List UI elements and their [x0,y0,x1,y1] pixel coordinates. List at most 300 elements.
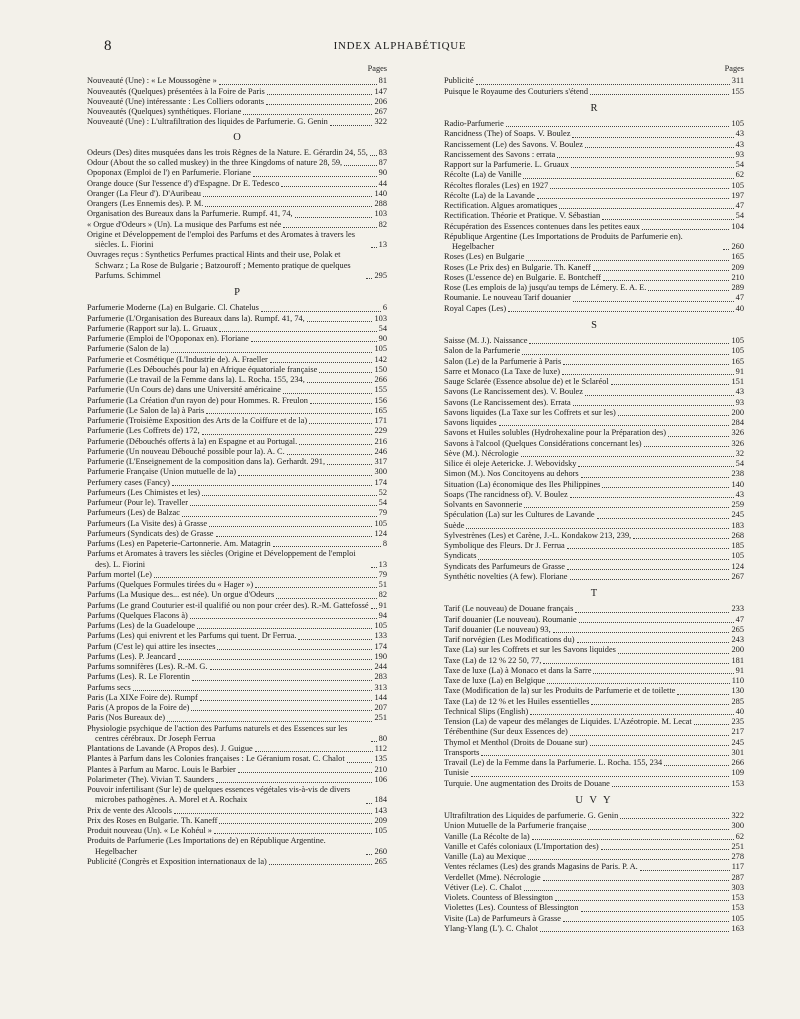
dot-leader [578,466,733,467]
index-entry [444,480,744,490]
entry-title: Tarif douanier (Le nouveau). Roumanie [444,614,577,624]
dot-leader [668,436,729,437]
entry-title: Taxe (La) de 12 % et les Huiles essentielles [444,696,590,706]
entry-title: Rancissement (Le) des Savons. V. Boulez [444,139,583,149]
index-entry [87,158,387,168]
dot-leader [310,403,373,404]
dot-leader [559,208,733,209]
entry-page-number: 87 [378,158,387,167]
index-entry [444,779,744,789]
entry-page-number: 267 [731,571,744,581]
dot-leader [366,278,372,279]
index-entry [444,604,744,614]
index-entry [444,873,744,883]
entry-page-number: 104 [731,221,744,231]
entry-title: Paris (Nos Bureaux de) [87,713,166,723]
dot-leader [581,477,730,478]
entry-page-number: 267 [374,107,387,116]
entry-page-number: 112 [374,744,387,753]
entry-page-number: 265 [731,624,744,634]
entry-page-number: 155 [731,86,744,96]
entry-page-number: 210 [731,272,744,282]
dot-leader [287,454,373,455]
entry-title: Radio-Parfumerie [444,119,504,128]
entry-page-number: 105 [731,180,744,190]
entry-page-number: 163 [731,923,744,933]
index-entry [444,140,744,150]
entry-page-number: 181 [731,655,744,665]
dot-leader [581,911,730,912]
dot-leader [508,311,734,312]
entry-title: Situation (La) économique des Iles Philippines [444,479,601,489]
entry-title: Origine et Développement de l'emploi des Parfums et des Aromates à travers les siècles. L. Fiorini [87,229,355,249]
dot-leader [283,227,376,228]
index-entry [87,365,387,375]
dot-leader [476,84,730,85]
index-entry [87,775,387,785]
entry-page-number: 311 [731,76,744,86]
entry-page-number: 105 [731,346,744,356]
entry-page-number: 295 [374,270,387,280]
index-entry [444,842,744,852]
index-entry [87,467,387,477]
entry-page-number: 105 [374,621,387,630]
entry-page-number: 93 [735,149,744,159]
index-entry [87,488,387,498]
entry-title: Parfumerie (L'Organisation des Bureaux dans la). Rumpf. 41, 74, [87,313,305,323]
entry-page-number: 300 [374,467,387,477]
index-entry [444,727,744,737]
dot-leader [563,364,729,365]
index-entry [444,181,744,191]
entry-page-number: 105 [374,826,387,835]
entry-title: Synthétic novelties (A few). Floriane [444,571,568,581]
pages-label: Pages [367,64,387,73]
entry-title: Plantes à Parfum au Maroc. Louis le Barbier [87,764,236,774]
entry-page-number: 265 [374,856,387,866]
index-entry [87,570,387,580]
entry-title: Violettes (Les). Countess of Blessington [444,903,579,913]
dot-leader [154,577,377,578]
entry-page-number: 289 [731,283,744,292]
entry-page-number: 300 [731,821,744,831]
entry-title: Parfumerie (La Création d'un rayon de) pour Hommes. R. Freulon [87,395,308,405]
entry-title: Parfumerie (Salon de la) [87,344,169,354]
index-entry [444,645,744,655]
index-entry [87,652,387,662]
entry-title: « Orgue d'Odeurs » (Un). La musique des Parfums est née [87,219,282,229]
dot-leader [562,374,734,375]
entry-title: Parfumeur (Pour le). Traveller [87,498,189,507]
dot-leader [588,829,729,830]
entry-title: Parfums et Aromates à travers les siècles (Origine et Développement de l'emploi des). L. Fiorini [87,549,356,569]
entry-page-number: 317 [374,457,387,466]
dot-leader [190,618,377,619]
index-entry [87,385,387,395]
entry-title: Verdellet (Mme). Nécrologie [444,872,541,882]
dot-leader [597,518,730,519]
entry-page-number: 288 [374,199,387,208]
dot-leader [640,870,730,871]
entry-page-number: 43 [735,139,744,149]
entry-page-number: 6 [382,303,387,313]
entry-page-number: 155 [374,385,387,395]
dot-leader [570,735,730,736]
entry-title: Paris (A propos de la Foire de) [87,703,190,712]
entry-page-number: 283 [374,672,387,682]
left-column [87,64,387,867]
entry-title: Parfums (Les) de la Guadeloupe [87,621,195,630]
index-entry [87,179,387,189]
entry-page-number: 174 [374,641,387,651]
entry-title: Salon (Le) de la Parfumerie à Paris [444,356,562,366]
entry-page-number: 79 [378,569,387,579]
entry-page-number: 105 [731,336,744,345]
dot-leader [202,495,377,496]
index-entry [87,539,387,549]
entry-title: Sarre et Monaco (La Taxe de luxe) [444,366,561,376]
dot-leader [526,260,729,261]
entry-page-number: 322 [731,811,744,820]
entry-title: Sève (M.). Nécrologie [444,448,519,458]
entry-page-number: 143 [374,805,387,815]
dot-leader [523,178,733,179]
entry-page-number: 140 [374,188,387,198]
entry-page-number: 165 [731,356,744,366]
index-entry [444,439,744,449]
entry-page-number: 105 [731,551,744,561]
entry-title: Produits de Parfumerie (Les Importations de) en République Argentine. Hegelbacher [87,836,326,856]
entry-page-number: 105 [374,518,387,528]
entry-page-number: 150 [374,364,387,374]
index-entry [87,744,387,754]
dot-leader [577,642,730,643]
entry-page-number: 174 [374,477,387,487]
entry-page-number: 185 [731,541,744,550]
index-entry [87,209,387,219]
dot-leader [238,772,373,773]
index-entry [87,250,387,281]
entry-page-number: 284 [731,418,744,427]
entry-title: Odeurs (Des) dites musquées dans les trois Règnes de la Nature. E. Gérardin 24, 55, [87,147,368,157]
entry-title: Roses (Le Prix des) en Bulgarie. Th. Kaneff [444,262,591,272]
entry-title: Savons à l'alcool (Quelques Considérations concernant les) [444,438,642,448]
dot-leader [219,84,377,85]
dot-leader [167,721,372,722]
index-entry [444,883,744,893]
index-entry [444,811,744,821]
dot-leader [319,372,372,373]
index-entry [444,768,744,778]
entry-title: Plantes à Parfum dans les Colonies françaises : Le Géranium rosat. C. Chalot [87,754,345,764]
entry-page-number: 54 [735,160,744,169]
entry-title: Récolte (La) de Vanille [444,170,522,180]
entry-title: Parfumerie (Un Cours de) dans une Université américaine [87,385,281,395]
dot-leader [309,423,372,424]
entry-title: Taxe (La) de 12 % 22 50, 77, [444,655,542,665]
entry-title: Salon de la Parfumerie [444,346,521,356]
dot-leader [612,786,730,787]
dot-leader [243,114,372,115]
entry-page-number: 200 [731,407,744,417]
index-entry [444,304,744,314]
dot-leader [620,818,729,819]
dot-leader [585,147,734,148]
entry-title: Parfums (Les) en Papeterie-Cartonnerie. Am. Matagrin [87,539,271,548]
dot-leader [532,839,734,840]
index-entry [87,508,387,518]
dot-leader [563,921,730,922]
index-entry [87,498,387,508]
dot-leader [295,217,373,218]
index-entry [444,160,744,170]
entry-title: Syndicats des Parfumeurs de Grasse [444,561,565,571]
entry-page-number: 124 [374,528,387,538]
entry-page-number: 105 [374,344,387,354]
entry-page-number: 105 [731,119,744,128]
section-letter-o: O [233,131,241,143]
entry-page-number: 246 [374,446,387,456]
entry-title: Union Mutuelle de la Parfumerie française [444,821,587,831]
entry-title: Opoponax (Emploi de l') en Parfumerie. Floriane [87,168,251,178]
dot-leader [370,155,377,156]
entry-page-number: 210 [374,764,387,774]
dot-leader [371,608,377,609]
entry-title: Orange douce (Sur l'essence d') d'Espagne. Dr E. Tedesco [87,178,280,188]
dot-leader [253,176,377,177]
dot-leader [206,413,372,414]
index-entry [444,170,744,180]
entry-page-number: 153 [731,893,744,902]
entry-page-number: 235 [731,717,744,726]
index-entry [87,437,387,447]
dot-leader [190,505,377,506]
index-entry [87,416,387,426]
entry-title: Savons liquides (La Taxe sur les Coffrets et sur les) [444,407,616,417]
pages-label: Pages [724,64,744,73]
entry-title: République Argentine (Les Importations de Produits de Parfumerie en). Hegelbacher [444,231,683,251]
dot-leader [283,393,373,394]
entry-list [87,76,387,127]
dot-leader [281,186,376,187]
index-entry [87,76,387,86]
index-entry [87,642,387,652]
entry-title: Parfum mortel (Le) [87,569,152,579]
entry-title: Visite (La) de Parfumeurs à Grasse [444,913,561,923]
entry-title: Oranger (La Fleur d'). D'Auribeau [87,188,201,198]
right-column [444,64,744,934]
index-entry [87,426,387,436]
dot-leader [499,425,730,426]
dot-leader [540,931,730,932]
index-entry [87,631,387,641]
entry-page-number: 54 [735,211,744,221]
dot-leader [216,536,373,537]
index-entry [444,914,744,924]
page-number: 8 [104,38,112,54]
entry-title: Transports [444,747,480,757]
entry-page-number: 105 [731,913,744,923]
entry-page-number: 156 [374,395,387,405]
index-entry [87,199,387,209]
entry-title: Prix des Roses en Bulgarie. Th. Kaneff [87,815,218,825]
entry-page-number: 91 [735,665,744,675]
dot-leader [307,321,373,322]
index-entry [87,324,387,334]
entry-page-number: 238 [731,469,744,479]
index-entry [444,758,744,768]
index-entry [444,191,744,201]
entry-title: Rectification. Algues aromatiques [444,201,558,210]
index-entry [87,765,387,775]
entry-title: Parfums secs [87,682,131,692]
index-entry [87,529,387,539]
index-entry [444,418,744,428]
entry-page-number: 90 [378,334,387,343]
index-entry [444,76,744,86]
entry-page-number: 140 [731,479,744,489]
entry-page-number: 52 [378,487,387,497]
entry-page-number: 82 [378,219,387,229]
index-entry [87,107,387,117]
index-entry [444,531,744,541]
index-entry [444,398,744,408]
entry-title: Roses (Les) en Bulgarie [444,252,525,262]
dot-leader [567,548,730,549]
entry-page-number: 44 [378,178,387,188]
entry-title: Odour (About the so called muskey) in the three Kingdoms of nature 28, 59, [87,158,343,167]
dot-leader [266,104,372,105]
index-entry [444,832,744,842]
dot-leader [478,559,729,560]
dot-leader [261,311,381,312]
entry-title: Tarif douanier (Le nouveau) 93, [444,624,551,634]
entry-title: Physiologie psychique de l'action des Parfums naturels et des Essences sur les centres cérébraux. Dr Joseph Ferrua [87,723,348,743]
index-entry [444,707,744,717]
entry-title: Parfumerie (L'Enseignement de la composition dans la). Gerhardt. 291, [87,457,326,466]
entry-page-number: 259 [731,500,744,509]
dot-leader [590,94,729,95]
entry-page-number: 184 [374,795,387,805]
entry-page-number: 151 [731,377,744,386]
index-entry [444,129,744,139]
entry-title: Récolte (La) de la Lavande [444,190,535,200]
dot-leader [506,126,730,127]
index-entry [87,457,387,467]
index-entry [444,459,744,469]
index-entry [444,572,744,582]
index-entry [87,189,387,199]
entry-page-number: 165 [374,405,387,415]
index-entry [444,449,744,459]
section-letter-r: R [590,102,598,114]
index-entry [87,857,387,867]
dot-leader [330,125,373,126]
index-entry [87,693,387,703]
entry-title: Tarif norvégien (Les Modifications du) [444,635,575,644]
index-entry [87,601,387,611]
index-entry [444,562,744,572]
dot-leader [575,612,729,613]
entry-page-number: 206 [374,96,387,106]
entry-list [87,148,387,281]
index-entry [444,469,744,479]
entry-title: Savons (Le Rancissement des). Errata [444,397,571,407]
dot-leader [209,526,372,527]
entry-title: Sauge Sclarée (Essence absolue de) et le Sclaréol [444,377,609,386]
entry-page-number: 216 [374,436,387,446]
entry-title: Parfumerie Moderne (La) en Bulgarie. Cl. Chatelus [87,303,259,313]
entry-title: Solvants en Savonnerie [444,500,523,509]
dot-leader [571,167,734,168]
dot-leader [567,569,730,570]
index-entry [444,377,744,387]
index-entry [87,754,387,764]
entry-title: Nouveauté (Une) intéressante : Les Colliers odorants [87,96,265,106]
dot-leader [522,354,729,355]
index-entry [444,367,744,377]
index-entry [87,117,387,127]
entry-page-number: 43 [735,129,744,139]
entry-page-number: 135 [374,754,387,764]
entry-page-number: 217 [731,727,744,737]
section-letter-t: T [590,588,598,599]
dot-leader [572,137,733,138]
entry-list [444,604,744,789]
dot-leader [219,331,376,332]
entry-title: Paris (La XIXe Foire de). Rumpf [87,692,198,702]
entry-title: Publicité [444,76,474,86]
index-entry [87,334,387,344]
entry-title: Savons (Le Rancissement des). V. Boulez [444,387,583,397]
entry-page-number: 285 [731,696,744,706]
index-entry [444,510,744,520]
index-entry [444,283,744,293]
index-entry [444,232,744,253]
dot-leader [366,854,372,855]
entry-page-number: 326 [731,428,744,438]
entry-title: Récoltes florales (Les) en 1927 [444,180,549,190]
entry-page-number: 51 [378,580,387,589]
dot-leader [344,165,377,166]
entry-page-number: 54 [378,498,387,507]
entry-title: Ouvrages reçus : Synthetics Perfumes practical Hints and their use, Polak et Schwarz ; La Rose de Bulgarie ; Batzouroff ; Memento pratique de quelques Parfums. Schimmel [87,250,351,280]
index-entry [87,97,387,107]
index-entry [444,119,744,129]
entry-title: Parfums (La Musique des... est née). Un orgue d'Odeurs [87,590,275,600]
entry-page-number: 40 [735,303,744,313]
index-entry [87,519,387,529]
dot-leader [524,890,730,891]
entry-page-number: 117 [731,862,744,872]
entry-page-number: 47 [735,614,744,624]
entry-page-number: 209 [731,262,744,272]
entry-title: Parfums (Quelques Flacons à) [87,610,188,620]
entry-page-number: 80 [378,733,387,743]
entry-list [444,119,744,314]
entry-page-number: 171 [374,416,387,425]
dot-leader [591,704,729,705]
index-entry [444,903,744,913]
entry-page-number: 13 [378,559,387,569]
dot-leader [197,628,373,629]
entry-page-number: 54 [735,459,744,468]
index-entry [444,150,744,160]
index-entry [444,521,744,531]
entry-title: Royal Capes (Les) [444,303,507,313]
dot-leader [553,632,730,633]
entry-title: Tension (La) de vapeur des mélanges de Liquides. L'Azéotropie. M. Lecat [444,717,692,726]
